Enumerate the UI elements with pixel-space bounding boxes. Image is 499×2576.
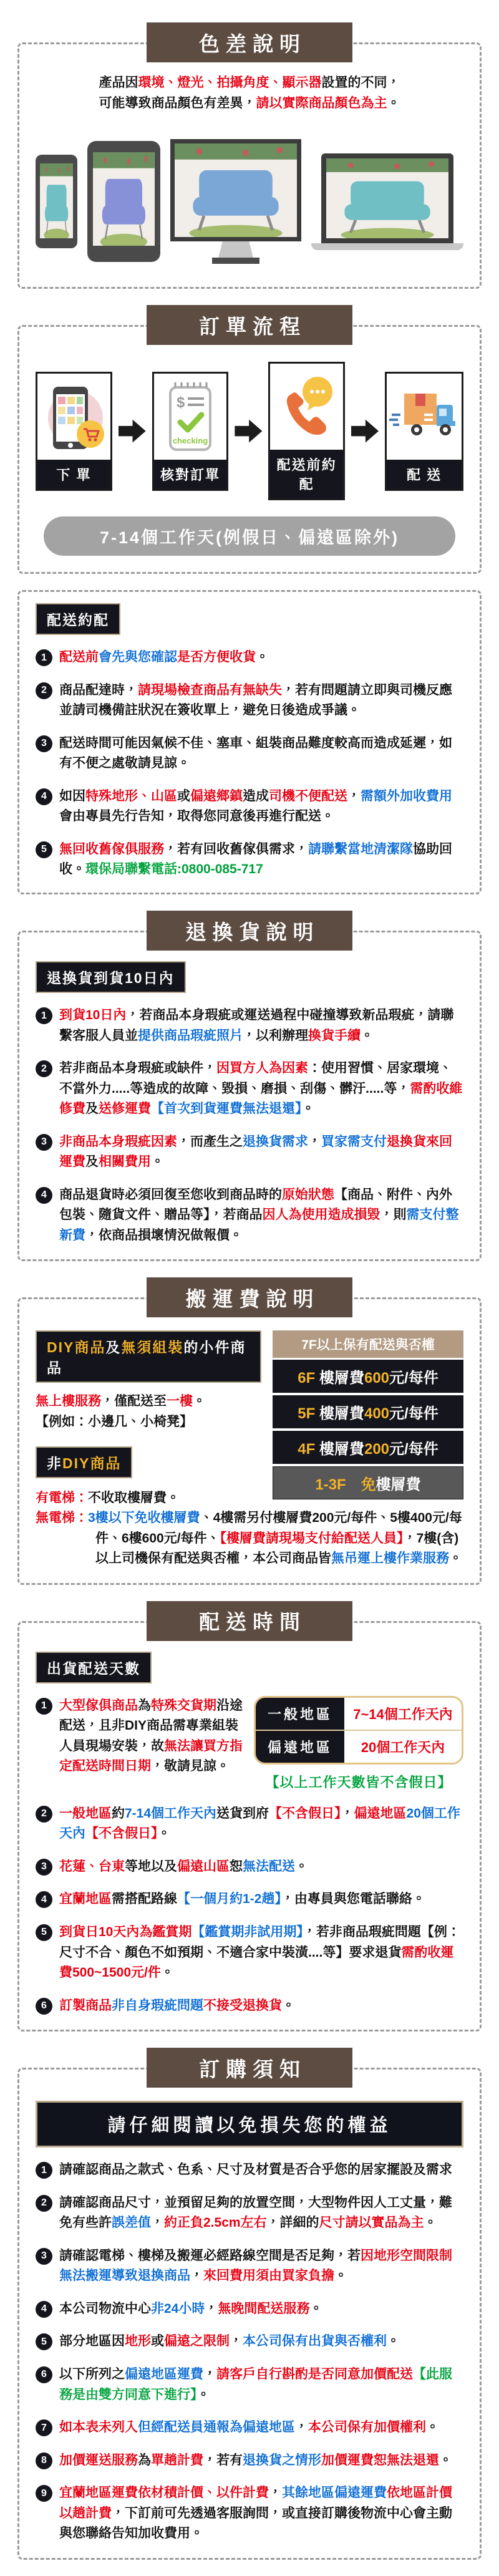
item-text: 到貨10日內，若商品本身瑕疵或運送過程中碰撞導致新品瑕疵，請聯繫客服人員並提供商品瑕疵照片，以利辦理換貨手續。 [59, 1008, 454, 1043]
region-days-cell: 20個工作天內 [361, 1739, 445, 1755]
section-header-order-flow [147, 305, 352, 345]
section-delivery-time [17, 1601, 482, 2031]
list-item [36, 2451, 463, 2471]
section-header-delivery-time [147, 1601, 352, 1641]
laptop-screen [321, 153, 453, 243]
item-text: 如本表未列入但經配送員通報為偏遠地區，本公司保有加價權利。 [59, 2420, 439, 2435]
desktop-monitor-image [170, 139, 301, 264]
order-step-delivery [385, 372, 463, 491]
item-number-badge: 2 [36, 1060, 52, 1077]
item-text: 一般地區約7-14個工作天內送貨到府【不含假日】，偏遠地區20個工作天內【不含假日】。 [59, 1806, 460, 1841]
section-body-returns [17, 931, 482, 1261]
item-text: 部分地區因地形或偏遠之限制，本公司保有出貨與否權利。 [59, 2334, 400, 2349]
moving-fee-columns [36, 1330, 463, 1508]
color-diff-line-1: 產品因環境、燈光、拍攝角度、顯示器設置的不同， [99, 75, 400, 90]
sofa-illustration [40, 163, 73, 238]
section-title: 配送時間 [199, 1610, 306, 1634]
list-item [36, 680, 463, 721]
no-elevator-paragraph: 無電梯：3樓以下免收樓層費、4樓需另付樓層費200元/每件、5樓400元/每件、6樓600元/每件、【樓層費請現場支付給配送人員】，7樓(含)以上司機保有配送與否權，本公司商品皆無吊運上樓作業服務。 [36, 1511, 462, 1566]
item-number-badge: 1 [36, 1007, 52, 1024]
list-item [36, 1132, 463, 1173]
list-item [36, 2365, 463, 2405]
item-number-badge: 5 [36, 1924, 52, 1941]
item-number-badge: 3 [36, 2248, 52, 2265]
item-number-badge: 8 [36, 2453, 52, 2469]
item-text: 請確認商品尺寸，並預留足夠的放置空間，大型物件因人工丈量，難免有些許誤差值，約正負2.5cm左右，詳細的尺寸請以實品為主。 [59, 2195, 452, 2230]
item-number-badge: 9 [36, 2485, 52, 2502]
list-item [36, 2246, 463, 2287]
list-item [36, 2331, 463, 2352]
smartphone-small-image [36, 155, 77, 248]
phone-call-icon [270, 364, 343, 450]
item-text: 加價運送服務為單趟計費，若有退換貨之情形加價運費恕無法退還。 [59, 2453, 452, 2467]
item-number-badge: 4 [36, 1891, 52, 1908]
list-item [36, 2193, 463, 2234]
region-days-cell: 7~14個工作天內 [353, 1706, 453, 1722]
item-number-badge: 2 [36, 2195, 52, 2212]
item-text: 非商品本身瑕疵因素，而產生之退換貨需求，買家需支付退換貨來回運費及相關費用。 [59, 1134, 452, 1169]
item-text: 配送時間可能因氣候不佳、塞車、組裝商品難度較高而造成延遲，如有不便之處敬請見諒。 [59, 735, 452, 771]
read-carefully-banner: 請仔細閱讀以免損失您的權益 [36, 2101, 463, 2147]
sofa-illustration [175, 143, 297, 237]
section-delivery-appointment [17, 590, 482, 894]
item-text: 如因特殊地形、山區或偏遠鄉鎮造成司機不便配送，需額外加收費用會由專員先行告知，取得您同意後再進行配送。 [59, 788, 452, 824]
list-item [36, 1889, 463, 1910]
item-text: 宜蘭地區需搭配路線【一個月約1-2趟】，由專員與您電話聯絡。 [59, 1892, 425, 1907]
item-text: 以下所列之偏遠地區運費，請客戶自行斟酌是否同意加價配送【此服務是由雙方同意下進行】。 [59, 2366, 452, 2402]
arrow-right-icon [235, 417, 262, 445]
list-item [36, 2483, 463, 2544]
item-number-badge: 2 [36, 1806, 52, 1823]
list-item [36, 1696, 245, 1777]
list-item [36, 787, 463, 827]
item-number-badge: 3 [36, 1134, 52, 1151]
checklist-icon [154, 374, 227, 460]
item-number-badge: 3 [36, 735, 52, 752]
section-body-moving-fee [17, 1297, 482, 1584]
floor-fee-table-header: 7F以上保有配送與否權 [273, 1330, 463, 1358]
region-leadtime-box [254, 1696, 463, 1791]
monitor-base [212, 258, 259, 264]
section-title: 色差說明 [199, 32, 306, 56]
sofa-illustration [326, 158, 448, 238]
item-text: 本公司物流中心非24小時，無晚間配送服務。 [59, 2301, 323, 2316]
list-item [36, 1857, 463, 1877]
item-text: 商品配達時，請現場檢查商品有無缺失，若有問題請立即與司機反應並請司機備註狀況在簽收單上，避免日後造成爭議。 [59, 682, 452, 718]
item-number-badge: 7 [36, 2419, 52, 2436]
section-title: 訂購須知 [199, 2057, 306, 2081]
smartphone-large-image [87, 141, 160, 262]
section-body-delivery-time [17, 1621, 482, 2031]
list-item [36, 1804, 463, 1844]
leadtime-pill: 7-14個工作天(例假日、偏遠區除外) [44, 516, 455, 556]
order-step-label: 配 送 [387, 460, 462, 489]
order-step-label: 下 單 [37, 460, 110, 489]
diy-note-line-2: 【例如：小邊几、小椅凳】 [36, 1415, 193, 1430]
list-item [36, 1185, 463, 1246]
list-item [36, 1058, 463, 1120]
delivery-time-row-1 [36, 1696, 463, 1791]
item-text: 訂製商品非自身瑕疵問題不接受退換貨。 [59, 1998, 295, 2013]
list-item [36, 1922, 463, 1983]
item-number-badge: 1 [36, 649, 52, 666]
order-step-label: 配送前約配 [270, 450, 343, 498]
list-item [36, 840, 463, 880]
list-item [36, 2418, 463, 2438]
list-item [36, 1996, 463, 2017]
list-item [36, 2299, 463, 2320]
delivery-truck-icon-art [387, 382, 462, 451]
item-number-badge: 4 [36, 2301, 52, 2318]
phone-cart-icon-art [39, 379, 108, 454]
section-title: 訂單流程 [199, 314, 306, 338]
section-moving-fee [17, 1277, 482, 1584]
region-area-cell: 偏遠地區 [256, 1731, 344, 1763]
arrow-right-icon [119, 417, 146, 445]
item-number-badge: 4 [36, 1187, 52, 1204]
item-text: 請確認電梯、樓梯及搬運必經路線空間是否足夠，若因地形空間限制無法搬運導致退換商品，來回費用須由買家負擔。 [59, 2248, 452, 2283]
section-returns [17, 911, 482, 1261]
list-item [36, 2160, 463, 2181]
item-number-badge: 2 [36, 682, 52, 699]
section-color-difference [17, 22, 482, 289]
item-number-badge: 6 [36, 2366, 52, 2383]
laptop-base [311, 243, 463, 250]
order-step-verify-order [152, 372, 229, 491]
floor-fee-free-row: 1-3F 免樓層費 [273, 1466, 463, 1499]
section-title: 搬運費說明 [185, 1287, 320, 1310]
non-diy-products-label: 非DIY商品 [36, 1446, 132, 1478]
monitor-screen [170, 139, 301, 241]
delivery-truck-icon [387, 374, 462, 460]
section-header-returns [147, 911, 352, 951]
phone-cart-icon [37, 374, 110, 460]
region-note: 【以上工作天數皆不含假日】 [265, 1774, 452, 1790]
section-body-purchase-notes [17, 2068, 482, 2560]
item-number-badge: 4 [36, 788, 52, 805]
order-step-label: 核對訂單 [154, 460, 227, 489]
order-step-pre-delivery-call [268, 362, 345, 500]
region-area-cell: 一般地區 [256, 1698, 344, 1730]
item-number-badge: 5 [36, 841, 52, 858]
floor-fee-row: 4F 樓層費200元/每件 [273, 1431, 463, 1464]
section-order-flow [17, 305, 482, 574]
item-text: 配送前會先與您確認是否方便收貨。 [59, 650, 269, 665]
item-text: 商品退貨時必須回復至您收到商品時的原始狀態【商品、附件、內外包裝、隨貨文件、贈品等】，若商品因人為使用造成損毀，則需支付整新費，依商品損壞情況做報價。 [59, 1187, 459, 1242]
elevator-line: 有電梯：不收取樓層費。 [36, 1490, 180, 1505]
item-number-badge: 1 [36, 2162, 52, 2179]
item-text: 宜蘭地區運費依材積計價、以件計費，其餘地區偏遠運費依地區計價以趟計費，下訂前可先透過客服詢問，或直接訂購後物流中心會主動與您聯絡告知加收費用。 [59, 2486, 452, 2541]
item-text: 請確認商品之款式、色系、尺寸及材質是否合乎您的居家擺設及需求 [59, 2162, 452, 2177]
order-step-place-order [36, 372, 112, 491]
color-diff-line-2: 可能導致商品顏色有差異，請以實際商品顏色為主。 [99, 95, 400, 110]
section-body-order-flow [17, 325, 482, 574]
laptop-image [311, 153, 463, 250]
item-text: 大型傢俱商品為特殊交貨期沿途配送，且非DIY商品需專業組裝人員現場安裝，故無法讓買方指定配送時間日期，敬請見諒。 [59, 1698, 243, 1774]
list-item [36, 1005, 463, 1046]
section-header-purchase-notes [147, 2048, 352, 2088]
region-row [256, 1730, 462, 1763]
item-text: 若非商品本身瑕疵或缺件，因買方人為因素：使用習慣、居家環境、不當外力.....等造成的故障、毀損、磨損、刮傷、髒汙.....等，需酌收維修費及送修運費【首次到貨運費無法退還】。 [59, 1061, 463, 1116]
diy-note-line-1: 無上樓服務，僅配送至一樓。 [36, 1394, 206, 1409]
list-item [36, 647, 463, 668]
delivery-appointment-label: 配送約配 [36, 603, 120, 635]
moving-fee-left-column [36, 1330, 261, 1508]
dollar-glyph: $ [177, 394, 185, 411]
device-comparison-illustration [36, 130, 463, 273]
phone-call-icon-art [273, 369, 341, 444]
monitor-stand [218, 241, 253, 258]
section-header-color-difference [147, 22, 352, 62]
section-header-moving-fee [147, 1277, 352, 1317]
arrow-right-icon [351, 417, 379, 445]
item-number-badge: 1 [36, 1698, 52, 1715]
region-leadtime-table [254, 1696, 463, 1765]
item-text: 無回收舊傢俱服務，若有回收舊傢俱需求，請聯繫當地清潔隊協助回收。環保局聯繫電話:0800-085-717 [59, 841, 452, 877]
region-row [256, 1698, 462, 1730]
diy-products-label: DIY商品及無須組裝的小件商品 [36, 1330, 261, 1383]
order-flow-steps [36, 362, 463, 500]
checking-text: checking [172, 435, 208, 445]
returns-window-label: 退換貨到貨10日內 [36, 961, 186, 993]
floor-fee-row: 6F 樓層費600元/每件 [273, 1360, 463, 1393]
section-body-color-difference [17, 42, 482, 289]
shipping-days-label: 出貨配送天數 [36, 1652, 152, 1683]
checklist-icon-art [159, 379, 221, 455]
item-number-badge: 3 [36, 1859, 52, 1876]
item-text: 花蓮、台東等地以及偏遠山區恕無法配送。 [59, 1859, 308, 1874]
list-item [36, 734, 463, 774]
item-number-badge: 6 [36, 1998, 52, 2015]
item-text: 到貨日10天內為鑑賞期【鑑賞期非試用期】，若非商品瑕疵問題【例：尺寸不合、顏色不如預期、不適合家中裝潢....等】要求退貨需酌收運費500~1500元/件。 [59, 1924, 460, 1980]
section-purchase-notes [17, 2048, 482, 2560]
floor-fee-table [273, 1330, 463, 1508]
section-title: 退換貨說明 [185, 920, 320, 944]
item-number-badge: 5 [36, 2333, 52, 2350]
floor-fee-row: 5F 樓層費400元/每件 [273, 1395, 463, 1428]
sofa-illustration [93, 152, 155, 246]
